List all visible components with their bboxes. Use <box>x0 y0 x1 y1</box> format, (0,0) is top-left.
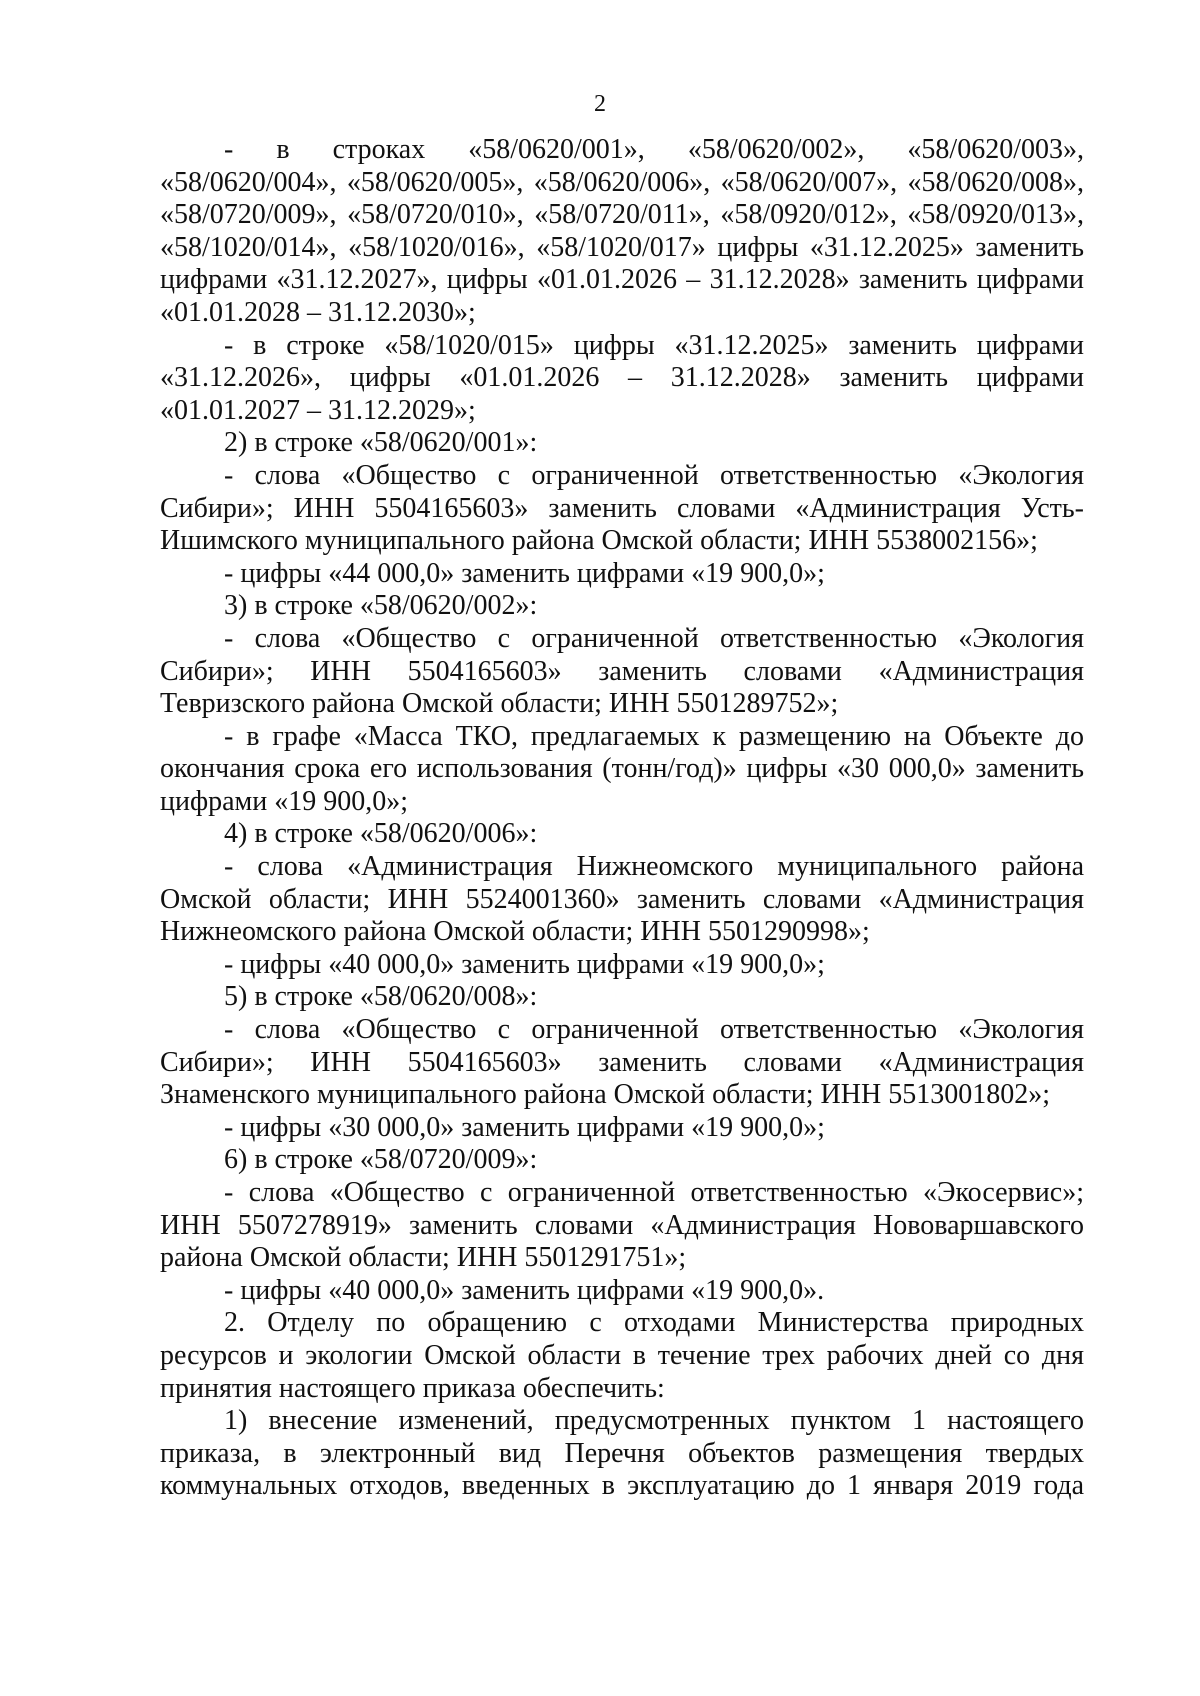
paragraph: 6) в строке «58/0720/009»: <box>224 1144 538 1176</box>
paragraph: 2) в строке «58/0620/001»: <box>224 427 538 459</box>
paragraph: - слова «Общество с ограниченной ответственностью «Экосервис»; ИНН 5507278919» заменить словами «Администрация Нововаршавского района Омской области; ИНН 5501291751»; <box>160 1177 1084 1274</box>
paragraph: - цифры «40 000,0» заменить цифрами «19 900,0». <box>224 1274 825 1306</box>
paragraph: - в строке «58/1020/015» цифры «31.12.2025» заменить цифрами «31.12.2026», цифры «01.01.2026 – 31.12.2028» заменить цифрами «01.01.2027 – 31.12.2029»; <box>160 329 1084 426</box>
paragraph: - слова «Общество с ограниченной ответственностью «Экология Сибири»; ИНН 5504165603» заменить словами «Администрация Усть-Ишимского муниципального района Омской области; ИНН 5538002156»; <box>160 459 1084 557</box>
paragraph: 4) в строке «58/0620/006»: <box>224 818 538 850</box>
page-number: 2 <box>594 91 606 117</box>
paragraph: 1) внесение изменений, предусмотренных пунктом 1 настоящего приказа, в электронный вид Перечня объектов размещения твердых коммунальных отходов, введенных в эксплуатацию до 1 января 2019 года <box>160 1405 1084 1502</box>
paragraph: - цифры «44 000,0» заменить цифрами «19 900,0»; <box>224 557 825 589</box>
paragraph: 3) в строке «58/0620/002»: <box>224 590 538 622</box>
paragraph: - слова «Общество с ограниченной ответственностью «Экология Сибири»; ИНН 5504165603» заменить словами «Администрация Знаменского муниципального района Омской области; ИНН 5513001802»; <box>160 1014 1084 1111</box>
paragraph: - в строках «58/0620/001», «58/0620/002», «58/0620/003», «58/0620/004», «58/0620/005», «58/0620/006», «58/0620/007», «58/0620/008», «58/0720/009», «58/0720/010», «58/0720/011», «58/0920/012», «58/0920/013», «58/1020/014», «58/1020/016», «58/1020/017» цифры «31.12.2025» заменить цифрами «31.12.2027», цифры «01.01.2026 – 31.12.2028» заменить цифрами «01.01.2028 – 31.12.2030»; <box>160 134 1084 328</box>
paragraph: 5) в строке «58/0620/008»: <box>224 981 538 1013</box>
paragraph: - цифры «30 000,0» заменить цифрами «19 900,0»; <box>224 1111 825 1143</box>
paragraph: - в графе «Масса ТКО, предлагаемых к размещению на Объекте до окончания срока его использования (тонн/год)» цифры «30 000,0» заменить цифрами «19 900,0»; <box>160 720 1084 817</box>
paragraph: - слова «Администрация Нижнеомского муниципального района Омской области; ИНН 5524001360» заменить словами «Администрация Нижнеомского района Омской области; ИНН 5501290998»; <box>160 851 1084 948</box>
document-body <box>160 134 1084 1503</box>
paragraph: 2. Отделу по обращению с отходами Министерства природных ресурсов и экологии Омской области в течение трех рабочих дней со дня принятия настоящего приказа обеспечить: <box>160 1307 1084 1404</box>
paragraph: - цифры «40 000,0» заменить цифрами «19 900,0»; <box>224 948 825 980</box>
paragraph: - слова «Общество с ограниченной ответственностью «Экология Сибири»; ИНН 5504165603» заменить словами «Администрация Тевризского района Омской области; ИНН 5501289752»; <box>160 622 1084 720</box>
